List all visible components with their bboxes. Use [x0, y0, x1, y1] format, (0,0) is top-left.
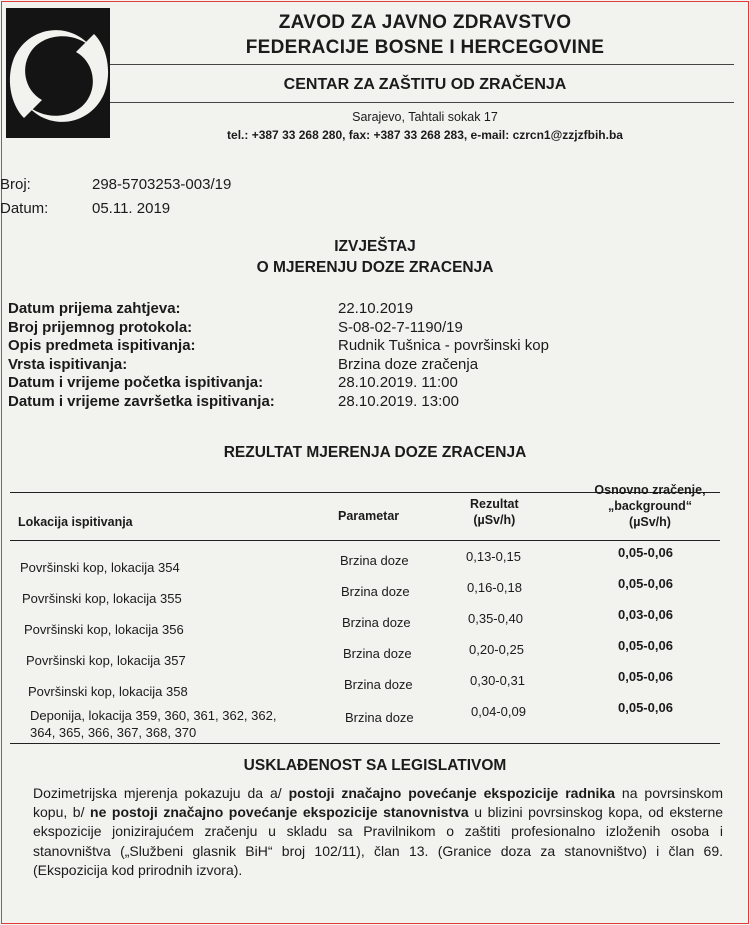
- report-title: IZVJEŠTAJ: [334, 238, 416, 255]
- col-parameter: Parametar: [338, 509, 400, 523]
- datum-label: Datum:: [0, 200, 49, 217]
- table-bottom-rule: [10, 743, 720, 744]
- header-divider: [110, 102, 734, 103]
- org-name-line1: ZAVOD ZA JAVNO ZDRAVSTVO: [278, 12, 572, 33]
- institute-logo: [6, 8, 110, 138]
- center-name: CENTAR ZA ZAŠTITU OD ZRAČENJA: [283, 76, 567, 93]
- broj-value: 298-5703253-003/19: [92, 176, 232, 193]
- info-row: Vrsta ispitivanja: Brzina doze zračenja: [8, 355, 479, 373]
- datum-value: 05.11. 2019: [92, 200, 171, 217]
- compliance-title: USKLAĐENOST SA LEGISLATIVOM: [243, 757, 507, 774]
- info-row: Opis predmeta ispitivanja: Rudnik Tušnica - površinski kop: [8, 337, 549, 355]
- report-subtitle: O MJERENJU DOZE ZRACENJA: [256, 259, 494, 276]
- info-row: Datum i vrijeme početka ispitivanja: 28.10.2019. 11:00: [8, 374, 458, 392]
- col-result: Rezultat (µSv/h): [470, 497, 519, 527]
- col-location: Lokacija ispitivanja: [18, 515, 133, 529]
- broj-label: Broj:: [0, 176, 31, 193]
- info-row: Datum i vrijeme završetka ispitivanja: 28.10.2019. 13:00: [8, 392, 459, 410]
- header-divider: [110, 64, 734, 65]
- org-name-line2: FEDERACIJE BOSNE I HERCEGOVINE: [245, 37, 605, 58]
- results-section-title: REZULTAT MJERENJA DOZE ZRACENJA: [223, 444, 527, 461]
- table-header-rule: [10, 540, 720, 541]
- info-row: Broj prijemnog protokola: S-08-02-7-1190/19: [8, 318, 463, 336]
- request-info: [8, 300, 728, 412]
- address: Sarajevo, Tahtali sokak 17: [352, 110, 498, 124]
- contact-line: tel.: +387 33 268 280, fax: +387 33 268 283, e-mail: czrcn1@zzjzfbih.ba: [227, 128, 623, 142]
- compliance-paragraph: Dozimetrijska mjerenja pokazuju da a/ postoji značajno povećanje ekspozicije radnika na povrsinskom kopu, b/ ne postoji značajno povećanje ekspozicije stanovnistva u blizini povrsinskog kopa, od eksterne ekspozicije jonizirajućem zračenju u skladu sa Pravilnikom o zaštiti profesionalno izloženih osoba i stanovništva („Službeni glasnik BiH“ broj 102/11), član 13. (Granice doza za stanovništvo) i član 69. (Ekspozicija kod prirodnih izvora).: [33, 785, 724, 878]
- col-background: Osnovno zračenje, „background“ (µSv/h): [594, 483, 706, 529]
- info-row: Datum prijema zahtjeva: 22.10.2019: [8, 300, 414, 317]
